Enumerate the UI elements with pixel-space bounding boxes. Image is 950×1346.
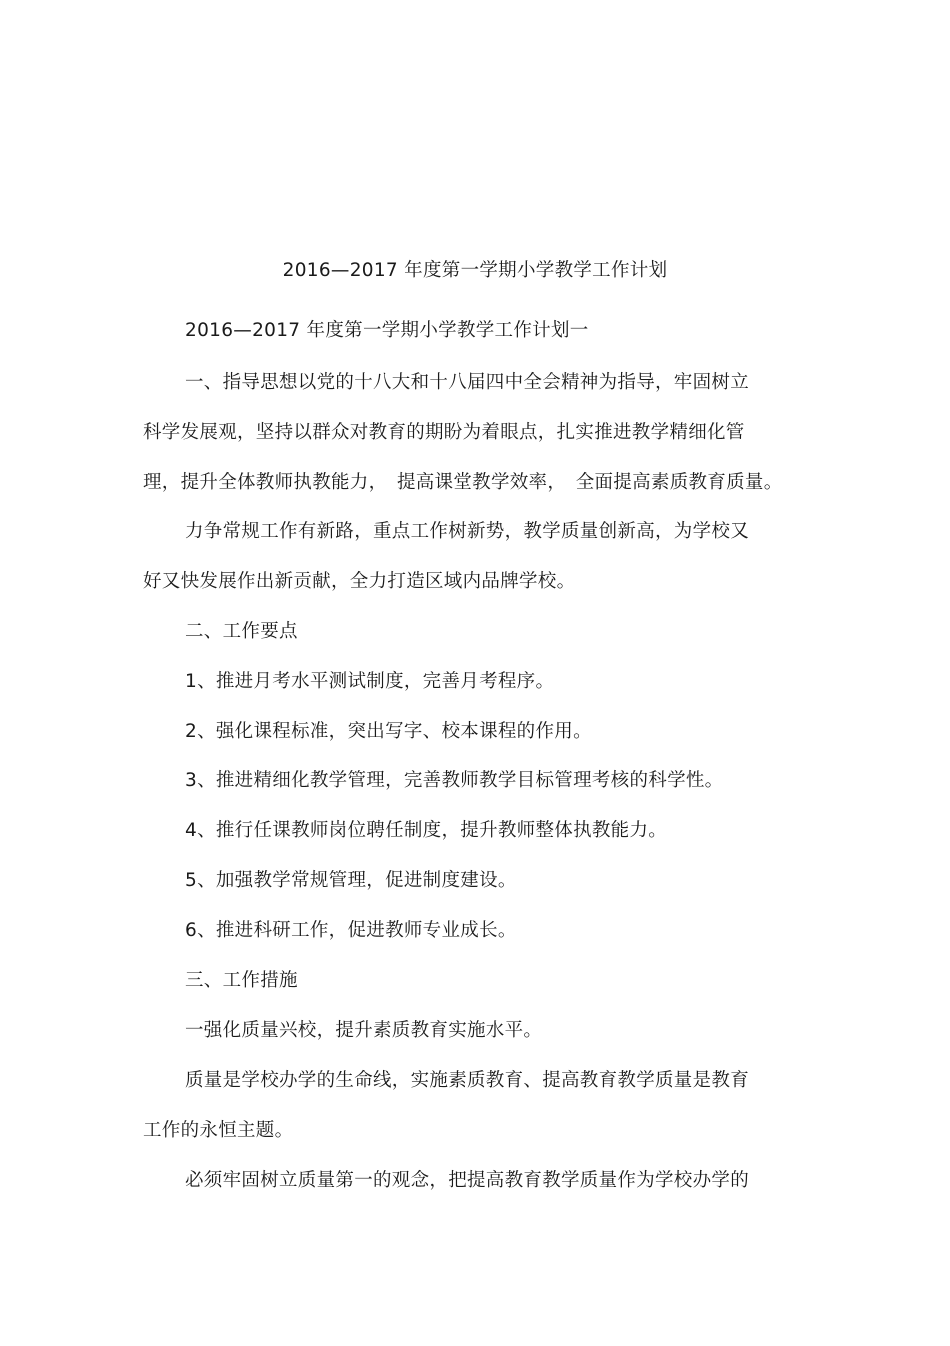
section-heading: 三、工作措施 (185, 970, 298, 991)
paragraph-line: 力争常规工作有新路，重点工作树新势，教学质量创新高，为学校又 (185, 521, 750, 542)
paragraph-line: 工作的永恒主题。 (143, 1120, 294, 1141)
list-item: 6、推进科研工作，促进教师专业成长。 (185, 920, 517, 941)
paragraph-line: 必须牢固树立质量第一的观念，把提高教育教学质量作为学校办学的 (185, 1170, 750, 1191)
list-item: 2、强化课程标准，突出写字、校本课程的作用。 (185, 721, 592, 742)
document-title: 2016—2017 年度第一学期小学教学工作计划 (282, 260, 668, 281)
paragraph-line: 一强化质量兴校，提升素质教育实施水平。 (185, 1020, 543, 1041)
list-item: 3、推进精细化教学管理，完善教师教学目标管理考核的科学性。 (185, 770, 724, 791)
paragraph-line: 好又快发展作出新贡献，全力打造区域内品牌学校。 (143, 571, 576, 592)
list-item: 4、推行任课教师岗位聘任制度，提升教师整体执教能力。 (185, 820, 668, 841)
section-heading: 二、工作要点 (185, 621, 298, 642)
paragraph-line: 质量是学校办学的生命线，实施素质教育、提高教育教学质量是教育 (185, 1070, 750, 1091)
paragraph-line: 理，提升全体教师执教能力， 提高课堂教学效率， 全面提高素质教育质量。 (143, 472, 783, 493)
list-item: 5、加强教学常规管理，促进制度建设。 (185, 870, 517, 891)
plan-subtitle: 2016—2017 年度第一学期小学教学工作计划一 (185, 320, 589, 341)
paragraph-line: 科学发展观，坚持以群众对教育的期盼为着眼点，扎实推进教学精细化管 (143, 422, 745, 443)
paragraph-line: 一、指导思想以党的十八大和十八届四中全会精神为指导，牢固树立 (185, 372, 750, 393)
list-item: 1、推进月考水平测试制度，完善月考程序。 (185, 671, 555, 692)
